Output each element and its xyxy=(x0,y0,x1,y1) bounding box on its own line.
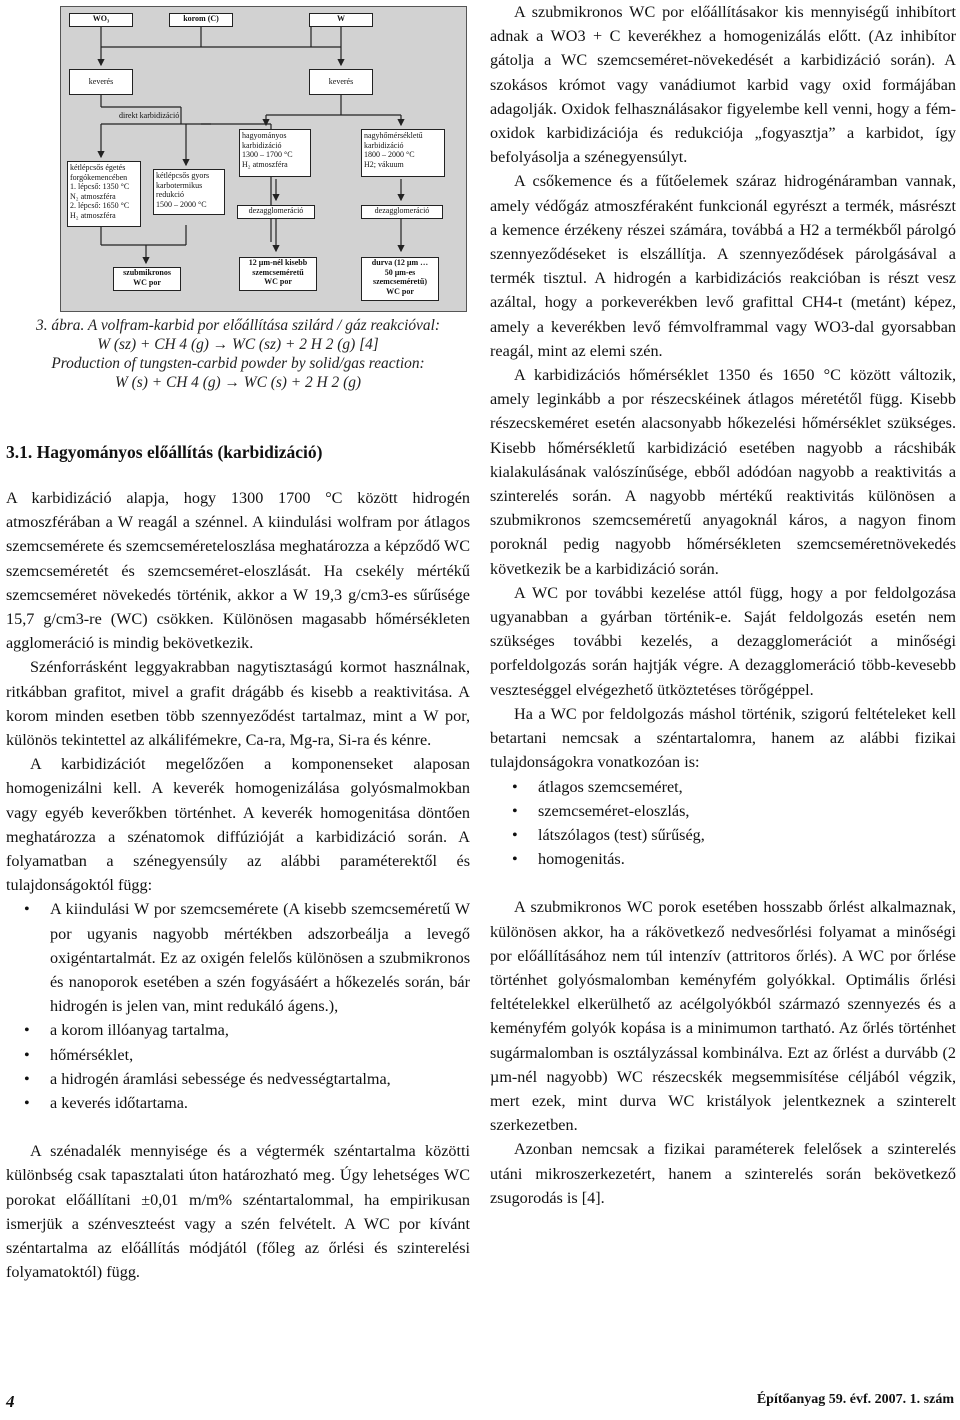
box-line: N₂ atmoszféra xyxy=(70,191,116,201)
left-column xyxy=(6,486,470,1285)
w-box xyxy=(309,13,373,27)
gyors-redukcio-box xyxy=(153,169,225,215)
box-line: szemcseméretű xyxy=(252,267,304,277)
korom-label: korom (C) xyxy=(183,14,219,23)
dezag-label: dezagglomeráció xyxy=(374,206,430,215)
dezagglomeracio-box-2 xyxy=(361,205,443,219)
list-item: • szemcseméret-eloszlás, xyxy=(538,799,956,823)
box-line: durva (12 µm … xyxy=(371,258,429,267)
box-line: H₂ atmoszféra xyxy=(70,210,116,220)
right-column xyxy=(490,0,956,1210)
list-item: • hőmérséklet, xyxy=(50,1043,470,1067)
box-line: H₂ atmoszféra xyxy=(242,159,288,169)
right-paragraph-1: A szubmikronos WC por előállításakor kis mennyiségű inhibítort adnak a WO3 + C keverékhez a homogenizálás előtt. (Az inhibítor gátolja a WC szemcseméret-növekedését a karbidizáció során). A szokásos krómot vagy vanádiumot karbid vagy oxid formájában adagolják. Oxidok felhasználásakor figyelembe kell venni, hogy a fém-oxidok karbidizációja és redukciója „fogyasztja” a karbidot, így befolyásolja a szénegyensúlyt. xyxy=(490,3,956,167)
list-item: • A kiindulási W por szemcsemérete (A kisebb szemcseméretű W por ugyanis nagyobb mértékben adszorbeálja a levegő oxigéntartalmát. Ez az oxigén felelős különösen a szubmikronos és nanoporok esetében a szén fogyásáért a hőkezelés során, bár hidrogén is jelen van, mint redukáló ágens.), xyxy=(50,897,470,1018)
wo3-box xyxy=(69,13,133,27)
right-paragraph-2: A csőkemence és a fűtőelemek száraz hidrogénáramban vannak, amely védőgáz atmoszféraként funkcionál egyrészt a termék, másrészt a kemence érzékeny részei számára, továbbá a H2 a termékből párolgó szennyeződéseket is elszállítja. A szennyeződések párolgásával a termék tisztul. A hidrogén a karbidizációs reakcióban is részt vesz azáltal, hogy a porkeverékben levő grafittal CH4-t (metánt) képez, amely a keverékben levő fémvolframmal vagy WO3-dal gyorsabban reagál, mint az elemi szén. xyxy=(490,172,956,360)
box-line: WC por xyxy=(133,277,161,287)
list-item: • átlagos szemcseméret, xyxy=(538,775,956,799)
left-bullet-list xyxy=(50,897,470,1115)
box-line: karbotermikus xyxy=(156,180,203,190)
szubmikronos-box xyxy=(113,267,181,291)
w-label: W xyxy=(337,14,345,23)
dezagglomeracio-box-1 xyxy=(237,205,315,219)
box-line: nagyhőmérsékletű xyxy=(364,131,423,140)
journal-reference: Építőanyag 59. évf. 2007. 1. szám xyxy=(756,1392,954,1407)
keveres-right-label: keverés xyxy=(328,77,354,86)
box-line: 1300 – 1700 °C xyxy=(242,150,293,159)
keveres-right-box xyxy=(309,69,373,95)
process-flow-figure xyxy=(60,6,467,312)
box-line: WC por xyxy=(386,286,414,296)
box-line: szubmikronos xyxy=(123,268,171,277)
korom-box xyxy=(169,13,233,27)
kisebb-12um-box xyxy=(239,257,317,291)
box-line: 50 µm-es xyxy=(384,267,416,277)
section-title: 3.1. Hagyományos előállítás (karbidizáció) xyxy=(6,442,323,462)
nagyhomersekletu-box xyxy=(361,129,445,177)
wo3-label: WO₃ xyxy=(92,14,110,23)
box-line: hagyományos xyxy=(242,131,287,140)
page-number: 4 xyxy=(6,1392,15,1411)
caption-line: 3. ábra. A volfram-karbid por előállítása szilárd / gáz reakcióval: xyxy=(36,317,440,334)
right-paragraph-6: A szubmikronos WC porok esetében hosszabb őrlést alkalmaznak, különösen akkor, ha a rákövetkező nedvesőrlési folyamat a minőségi por előállításához nem túl intenzív (attritoros őrlés). A WC por őrlése történhet golyósmalomban keményfém golyókkal. Optimális őrlési feltételekkel elkerülhető az acélgolyókból származó szennyezés és a keményfém golyók kopása is a minimumon tartható. Az őrlés történhet sugármalomban is osztályzással kombinálva. Ezt az őrlést a durvább (2 µm-nél nagyobb) WC részecskék megsemmisítése céljából végzik, mert ezek, mint durva WC kristályok jelentkeznek a szinterelt szerkezetben. xyxy=(490,898,956,1135)
box-line: 12 µm-nél kisebb xyxy=(248,258,308,267)
box-line: 1800 – 2000 °C xyxy=(364,150,415,159)
box-line: karbidizáció xyxy=(242,140,282,150)
left-paragraph-1: A karbidizáció alapja, hogy 1300 1700 °C között hidrogén atmoszférában a W reagál a szénnel. A kiindulási wolfram por átlagos szemcsemérete és szemcseméreteloszlása meghatározza a képződő WC szemcseméretét és szemcseméret-eloszlását. Ha csekély mértékű szemcseméret növekedés történik, akkor a W 19,3 g/cm3-es sűrűsége 15,7 g/cm3-re (WC) csökken. Különösen magasabb hőmérsékleten agglomeráció is mindig bekövetkezik. xyxy=(6,489,470,653)
box-line: WC por xyxy=(264,277,292,286)
list-item: • homogenitás. xyxy=(538,847,956,871)
right-bullet-list xyxy=(538,775,956,872)
figure-caption xyxy=(6,316,470,392)
caption-line: W (s) + CH 4 (g) → WC (s) + 2 H 2 (g) xyxy=(114,374,362,391)
caption-line: Production of tungsten-carbid powder by solid/gas reaction: xyxy=(51,355,425,372)
left-paragraph-2: Szénforrásként leggyakrabban nagytisztaságú kormot használnak, ritkábban grafitot, mivel a grafit drágább és kisebb a reaktivitása. A korom minden esetben több szennyeződést tartalmaz, mint a W por, különös tekintettel az alkálifémekre, Ca-ra, Mg-ra, Si-ra és kénre. xyxy=(6,658,470,750)
right-paragraph-5: Ha a WC por feldolgozás máshol történik, szigorú feltételeket kell betartani nemcsak a széntartalomra, hanem az alábbi fizikai tulajdonságokra vonatkozóan is: xyxy=(490,704,956,772)
durva-box xyxy=(361,257,439,301)
box-line: karbidizáció xyxy=(364,140,404,150)
list-item: • a korom illóanyag tartalma, xyxy=(50,1018,470,1042)
box-line: kétlépcsős égetés xyxy=(70,163,126,172)
dezag-label: dezagglomeráció xyxy=(248,206,304,215)
direkt-label: direkt karbidizáció xyxy=(119,111,180,120)
list-item: • a hidrogén áramlási sebessége és nedvességtartalma, xyxy=(50,1067,470,1091)
caption-line: W (sz) + CH 4 (g) → WC (sz) + 2 H 2 (g) [4] xyxy=(97,336,379,353)
box-line: 2. lépcső: 1650 °C xyxy=(70,201,130,210)
keveres-left-box xyxy=(69,69,133,95)
box-line: forgókemencében xyxy=(70,172,128,182)
box-line: redukció xyxy=(156,190,184,199)
left-paragraph-3: A karbidizációt megelőzően a komponenseket alaposan homogenizálni kell. A keverék homogenizálása golyósmalmokban vagy egyéb keverőkben történhet. A keverék homogenitása döntően meghatározza a szénatomok diffúzióját a karbidizáció során. A folyamatban a szénegyensúly az alábbi paraméterektől és tulajdonságoktól függ: xyxy=(6,755,470,895)
box-line: kétlépcsős gyors xyxy=(156,171,210,180)
hagyomanyos-box xyxy=(239,129,311,177)
ketlepcsos-egetes-box xyxy=(67,161,141,227)
list-item: • a keverés időtartama. xyxy=(50,1091,470,1115)
box-line: szemcseméretű) xyxy=(372,277,428,286)
right-paragraph-4: A WC por további kezelése attól függ, hogy a por feldolgozása ugyanabban a gyárban történik-e. Saját feldolgozás esetén nem szükséges további kezelés, a dezagglomerációt a minőségi porfeldolgozás során hajtják végre. A dezagglomeráció több-kevesebb veszteséggel elvégezhető ütköztetéses törőgéppel. xyxy=(490,583,956,699)
box-line: H2; vákuum xyxy=(364,159,404,169)
left-paragraph-4: A szénadalék mennyisége és a végtermék széntartalma közötti különbség csak tapasztalati úton határozható meg. Úgy lehetséges WC porokat előállítani ±0,01 m/m% széntartalommal, ha empirikusan ismerjük a szénveszteést vagy a szén felvételt. A WC por kívánt széntartalma az előállítás módjától (főleg az őrlési és szinterelési folyamatoktól) függ. xyxy=(6,1142,470,1282)
list-item: • látszólagos (test) sűrűség, xyxy=(538,823,956,847)
right-paragraph-7: Azonban nemcsak a fizikai paraméterek felelősek a szinterelés utáni mikroszerkezetért, hanem a szinterelés során bekövetkező zsugorodás is [4]. xyxy=(490,1140,956,1207)
right-paragraph-3: A karbidizációs hőmérséklet 1350 és 1650 °C között változik, amely leginkább a por részecskéinek átlagos méretétől függ. Kisebb részecskeméret esetén alacsonyabb hőkezelési hőmérséklet szükséges. Kisebb hőmérsékletű karbidizáció esetében nagyobb a rácshibák kialakulásának valószínűsége, ebből adódóan nagyobb a reaktivitás a szinterelés során. A nagyobb mértékű reaktivitás különösen a szubmikronos szemcseméretű anyagoknál káros, a nagyon finom poroknál pedig nagyobb hőmérsékleten szemcseméretnövekedés következik be a karbidizáció során. xyxy=(490,366,956,578)
keveres-left-label: keverés xyxy=(88,77,114,86)
box-line: 1500 – 2000 °C xyxy=(156,199,207,209)
box-line: 1. lépcső: 1350 °C xyxy=(70,182,130,191)
